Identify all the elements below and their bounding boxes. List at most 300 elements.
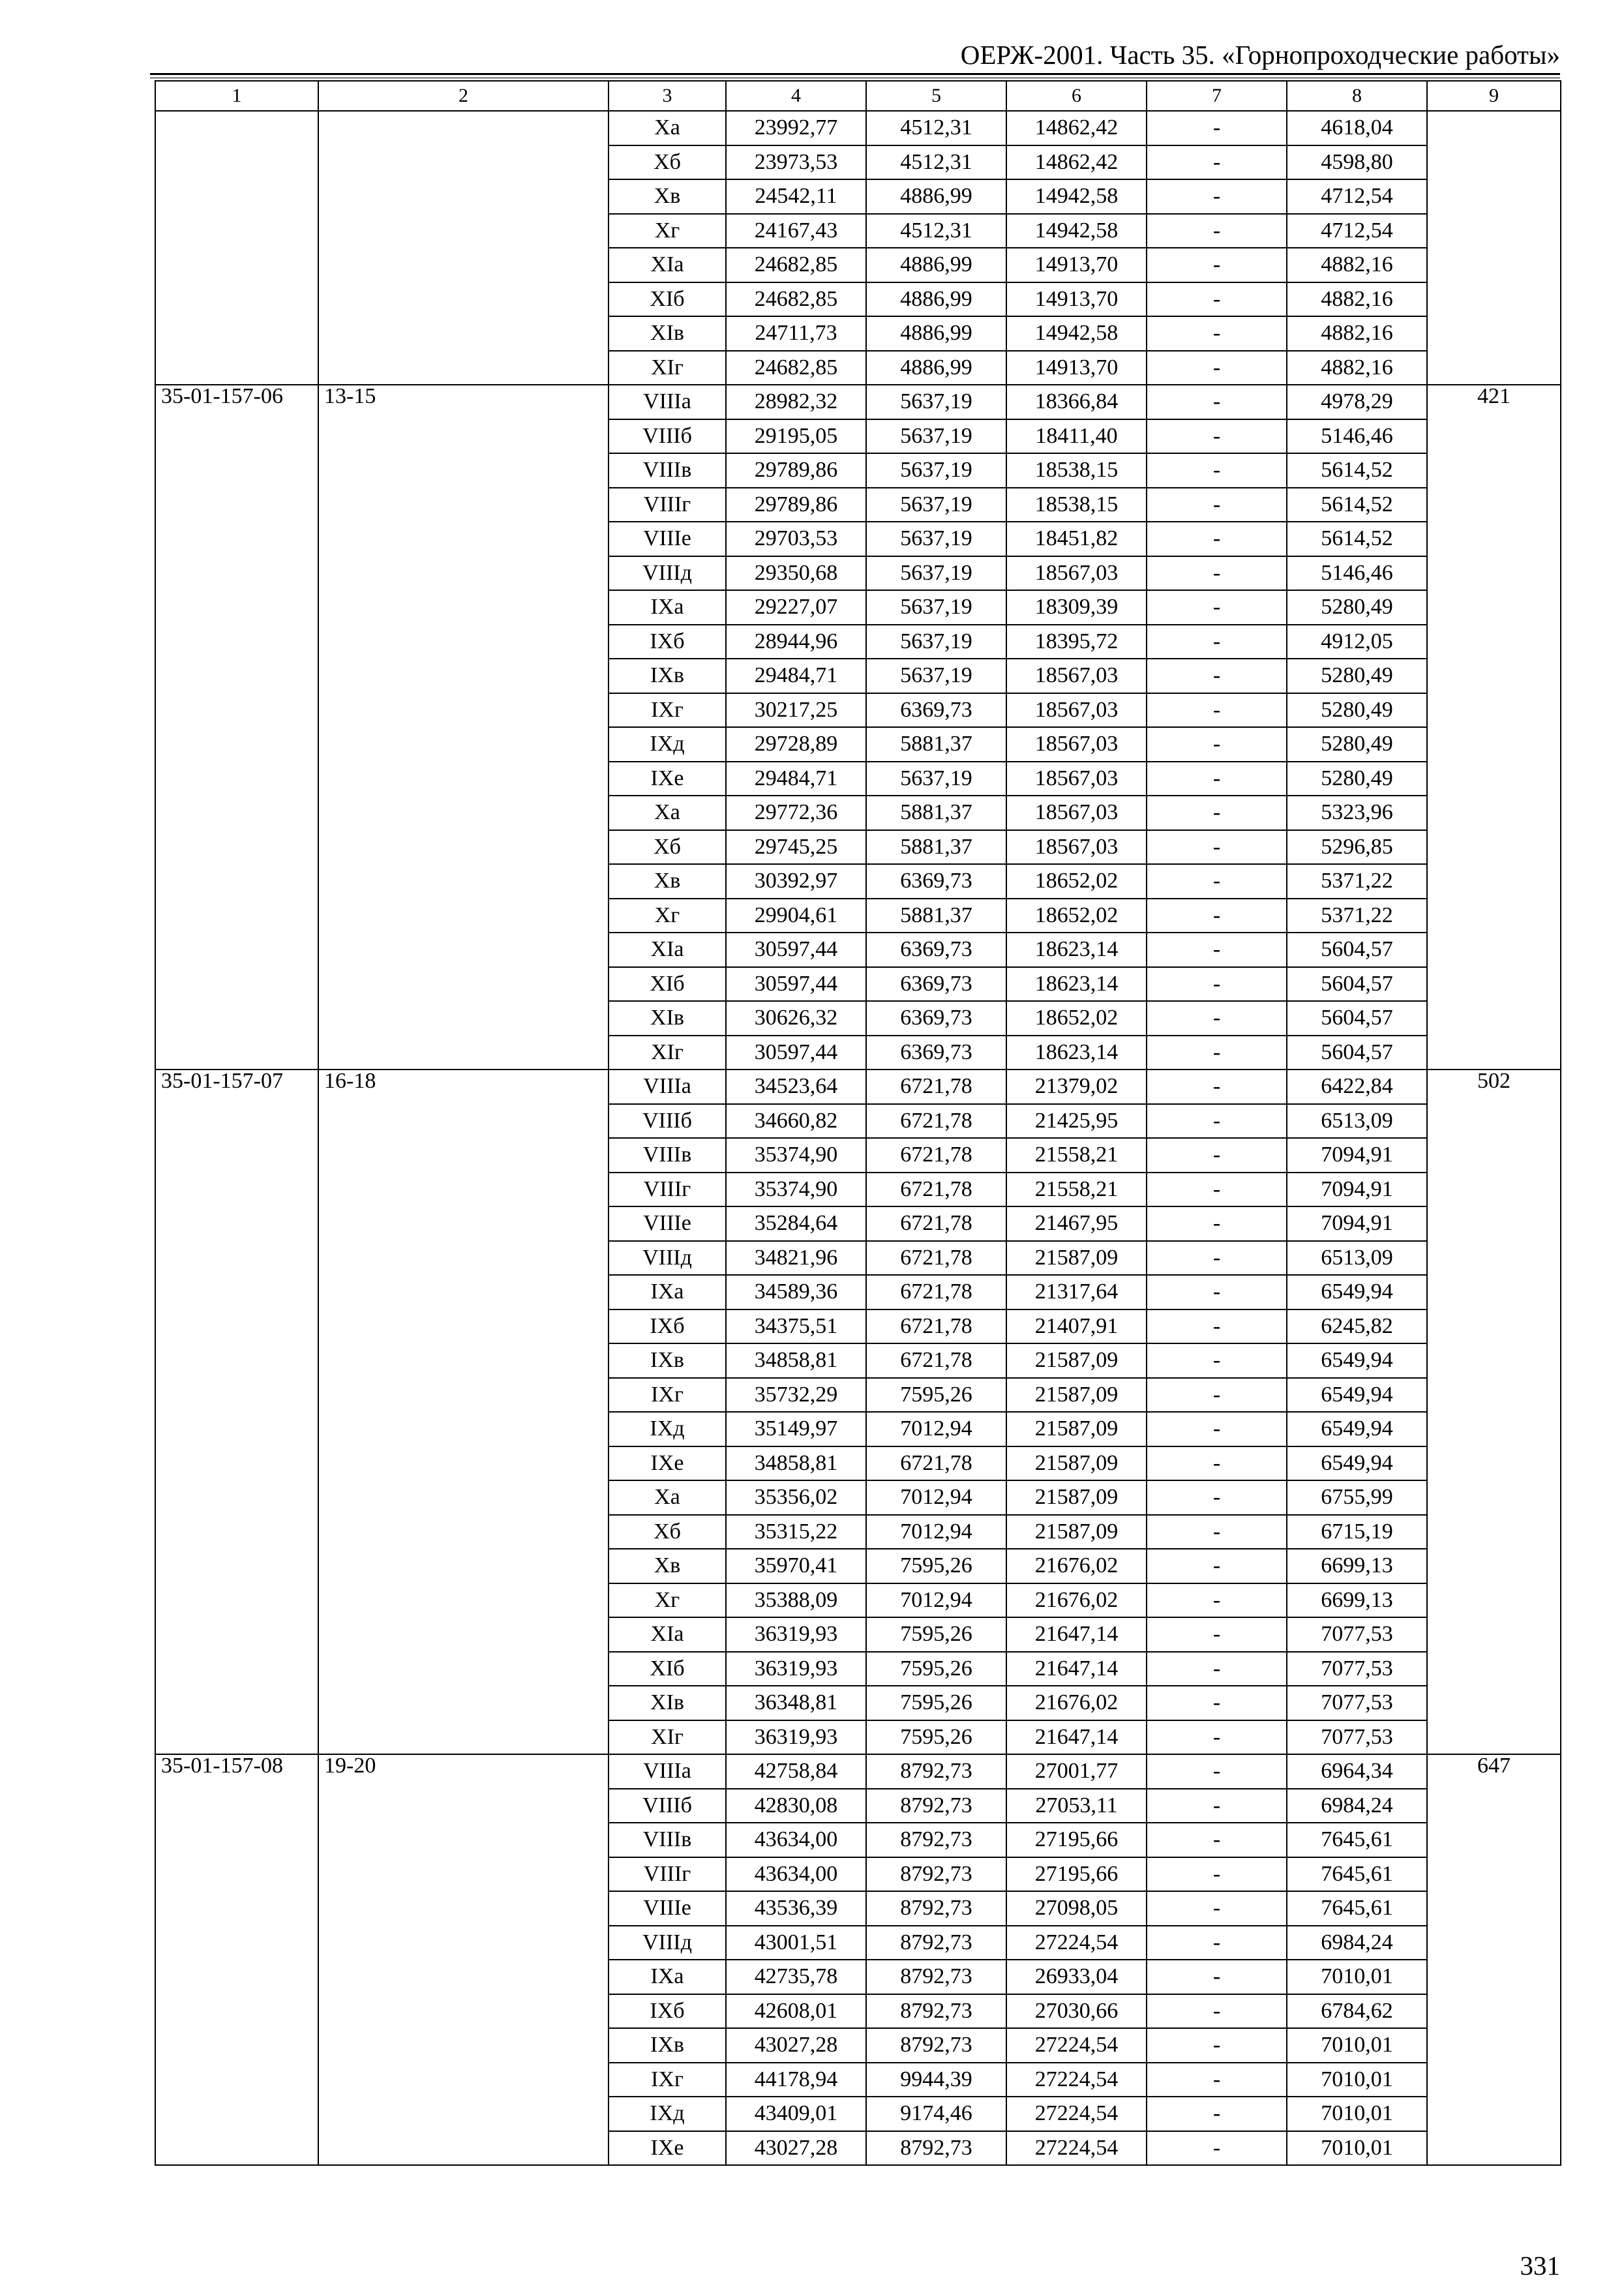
labor-cost-cell: 5881,37	[866, 796, 1006, 830]
material-cost-cell: 6549,94	[1287, 1378, 1427, 1413]
labor-cost-cell: 4886,99	[866, 179, 1006, 214]
machine-cost-cell: 18538,15	[1006, 453, 1147, 488]
category-cell: ХIг	[609, 351, 726, 385]
operator-wage-cell: -	[1147, 796, 1287, 830]
material-cost-cell: 6755,99	[1287, 1480, 1427, 1515]
category-cell: VIIIб	[609, 1789, 726, 1823]
operator-wage-cell: -	[1147, 1275, 1287, 1309]
operator-wage-cell: -	[1147, 967, 1287, 1002]
material-cost-cell: 6513,09	[1287, 1104, 1427, 1139]
machine-cost-cell: 21558,21	[1006, 1173, 1147, 1207]
operator-wage-cell: -	[1147, 933, 1287, 967]
total-cost-cell: 43027,28	[726, 2131, 866, 2166]
labor-cost-cell: 4886,99	[866, 351, 1006, 385]
total-cost-cell: 30392,97	[726, 864, 866, 899]
rates-table	[155, 80, 1561, 2166]
category-cell: IХе	[609, 2131, 726, 2166]
labor-cost-cell: 5881,37	[866, 899, 1006, 933]
table-row	[155, 1070, 1561, 1104]
total-cost-cell: 24682,85	[726, 282, 866, 317]
labor-cost-cell: 7595,26	[866, 1617, 1006, 1652]
operator-wage-cell: -	[1147, 1891, 1287, 1926]
category-cell: IХе	[609, 762, 726, 796]
material-cost-cell: 7077,53	[1287, 1617, 1427, 1652]
machine-cost-cell: 21676,02	[1006, 1549, 1147, 1583]
material-cost-cell: 7094,91	[1287, 1206, 1427, 1241]
material-cost-cell: 6549,94	[1287, 1412, 1427, 1446]
column-number-header: 6	[1006, 81, 1147, 111]
material-cost-cell: 4598,80	[1287, 145, 1427, 180]
column-number-header: 5	[866, 81, 1006, 111]
total-cost-cell: 30626,32	[726, 1001, 866, 1036]
material-cost-cell: 4712,54	[1287, 214, 1427, 248]
category-cell: VIIIа	[609, 385, 726, 419]
machine-cost-cell: 18567,03	[1006, 693, 1147, 728]
material-cost-cell: 7645,61	[1287, 1823, 1427, 1857]
material-cost-cell: 7077,53	[1287, 1652, 1427, 1686]
operator-wage-cell: -	[1147, 727, 1287, 762]
machine-cost-cell: 21647,14	[1006, 1652, 1147, 1686]
material-cost-cell: 4882,16	[1287, 351, 1427, 385]
labor-cost-cell: 7012,94	[866, 1480, 1006, 1515]
category-cell: ХIв	[609, 1001, 726, 1036]
machine-cost-cell: 18652,02	[1006, 864, 1147, 899]
operator-wage-cell: -	[1147, 145, 1287, 180]
category-cell: Хг	[609, 1583, 726, 1618]
material-cost-cell: 7010,01	[1287, 2097, 1427, 2131]
material-cost-cell: 5614,52	[1287, 522, 1427, 556]
labor-hours-cell: 421	[1427, 385, 1561, 1070]
labor-cost-cell: 8792,73	[866, 1823, 1006, 1857]
machine-cost-cell: 21587,09	[1006, 1241, 1147, 1276]
category-cell: VIIIд	[609, 1926, 726, 1960]
operator-wage-cell: -	[1147, 625, 1287, 659]
operator-wage-cell: -	[1147, 488, 1287, 522]
operator-wage-cell: -	[1147, 419, 1287, 454]
total-cost-cell: 35388,09	[726, 1583, 866, 1618]
total-cost-cell: 34660,82	[726, 1104, 866, 1139]
operator-wage-cell: -	[1147, 1754, 1287, 1789]
operator-wage-cell: -	[1147, 830, 1287, 865]
total-cost-cell: 29728,89	[726, 727, 866, 762]
total-cost-cell: 34375,51	[726, 1309, 866, 1344]
material-cost-cell: 6422,84	[1287, 1070, 1427, 1104]
material-cost-cell: 5614,52	[1287, 488, 1427, 522]
material-cost-cell: 6245,82	[1287, 1309, 1427, 1344]
parameter-cell: 16-18	[318, 1070, 609, 1754]
operator-wage-cell: -	[1147, 2028, 1287, 2063]
total-cost-cell: 23973,53	[726, 145, 866, 180]
total-cost-cell: 35149,97	[726, 1412, 866, 1446]
table-row	[155, 1754, 1561, 1789]
total-cost-cell: 30597,44	[726, 1036, 866, 1070]
category-cell: IХг	[609, 2063, 726, 2097]
operator-wage-cell: -	[1147, 282, 1287, 317]
material-cost-cell: 7645,61	[1287, 1891, 1427, 1926]
table-body	[155, 111, 1561, 2165]
operator-wage-cell: -	[1147, 1960, 1287, 1994]
operator-wage-cell: -	[1147, 1823, 1287, 1857]
machine-cost-cell: 18623,14	[1006, 967, 1147, 1002]
labor-cost-cell: 5637,19	[866, 488, 1006, 522]
machine-cost-cell: 27224,54	[1006, 2097, 1147, 2131]
operator-wage-cell: -	[1147, 1994, 1287, 2029]
operator-wage-cell: -	[1147, 1686, 1287, 1720]
operator-wage-cell: -	[1147, 111, 1287, 145]
category-cell: ХIа	[609, 933, 726, 967]
category-cell: VIIIв	[609, 1138, 726, 1173]
labor-cost-cell: 4512,31	[866, 111, 1006, 145]
total-cost-cell: 34589,36	[726, 1275, 866, 1309]
category-cell: IХв	[609, 2028, 726, 2063]
column-number-header: 2	[318, 81, 609, 111]
labor-cost-cell: 8792,73	[866, 1857, 1006, 1892]
material-cost-cell: 5146,46	[1287, 556, 1427, 591]
machine-cost-cell: 14942,58	[1006, 316, 1147, 351]
rate-code-cell: 35-01-157-08	[155, 1754, 318, 2165]
total-cost-cell: 35374,90	[726, 1173, 866, 1207]
table-header	[155, 81, 1561, 111]
total-cost-cell: 29195,05	[726, 419, 866, 454]
labor-cost-cell: 6369,73	[866, 1001, 1006, 1036]
labor-cost-cell: 6369,73	[866, 693, 1006, 728]
machine-cost-cell: 18567,03	[1006, 796, 1147, 830]
category-cell: ХIв	[609, 316, 726, 351]
material-cost-cell: 6513,09	[1287, 1241, 1427, 1276]
machine-cost-cell: 21558,21	[1006, 1138, 1147, 1173]
total-cost-cell: 36319,93	[726, 1720, 866, 1755]
total-cost-cell: 24542,11	[726, 179, 866, 214]
labor-cost-cell: 6721,78	[866, 1309, 1006, 1344]
operator-wage-cell: -	[1147, 659, 1287, 693]
operator-wage-cell: -	[1147, 1309, 1287, 1344]
labor-cost-cell: 6721,78	[866, 1173, 1006, 1207]
category-cell: IХг	[609, 1378, 726, 1413]
labor-cost-cell: 8792,73	[866, 1994, 1006, 2029]
machine-cost-cell: 21587,09	[1006, 1412, 1147, 1446]
operator-wage-cell: -	[1147, 453, 1287, 488]
labor-cost-cell: 7012,94	[866, 1515, 1006, 1549]
material-cost-cell: 6699,13	[1287, 1583, 1427, 1618]
labor-cost-cell: 6721,78	[866, 1206, 1006, 1241]
labor-cost-cell: 6369,73	[866, 967, 1006, 1002]
total-cost-cell: 34858,81	[726, 1446, 866, 1481]
rate-code-cell	[155, 111, 318, 385]
material-cost-cell: 5280,49	[1287, 693, 1427, 728]
category-cell: IХд	[609, 1412, 726, 1446]
category-cell: VIIIг	[609, 1857, 726, 1892]
operator-wage-cell: -	[1147, 1173, 1287, 1207]
operator-wage-cell: -	[1147, 1583, 1287, 1618]
labor-cost-cell: 6369,73	[866, 1036, 1006, 1070]
machine-cost-cell: 21647,14	[1006, 1720, 1147, 1755]
total-cost-cell: 35732,29	[726, 1378, 866, 1413]
machine-cost-cell: 21676,02	[1006, 1686, 1147, 1720]
column-number-header: 1	[155, 81, 318, 111]
total-cost-cell: 43001,51	[726, 1926, 866, 1960]
labor-cost-cell: 4512,31	[866, 145, 1006, 180]
total-cost-cell: 36319,93	[726, 1617, 866, 1652]
machine-cost-cell: 27224,54	[1006, 1926, 1147, 1960]
category-cell: Хг	[609, 899, 726, 933]
operator-wage-cell: -	[1147, 1549, 1287, 1583]
machine-cost-cell: 18567,03	[1006, 659, 1147, 693]
total-cost-cell: 23992,77	[726, 111, 866, 145]
material-cost-cell: 6699,13	[1287, 1549, 1427, 1583]
category-cell: IХе	[609, 1446, 726, 1481]
category-cell: IХа	[609, 1960, 726, 1994]
operator-wage-cell: -	[1147, 179, 1287, 214]
machine-cost-cell: 14913,70	[1006, 248, 1147, 282]
operator-wage-cell: -	[1147, 248, 1287, 282]
category-cell: Хв	[609, 1549, 726, 1583]
category-cell: IХа	[609, 590, 726, 625]
operator-wage-cell: -	[1147, 1241, 1287, 1276]
operator-wage-cell: -	[1147, 316, 1287, 351]
machine-cost-cell: 18395,72	[1006, 625, 1147, 659]
material-cost-cell: 7010,01	[1287, 2063, 1427, 2097]
labor-cost-cell: 8792,73	[866, 2028, 1006, 2063]
material-cost-cell: 5604,57	[1287, 933, 1427, 967]
operator-wage-cell: -	[1147, 1480, 1287, 1515]
material-cost-cell: 5604,57	[1287, 1001, 1427, 1036]
category-cell: VIIIв	[609, 1823, 726, 1857]
material-cost-cell: 7010,01	[1287, 2028, 1427, 2063]
category-cell: ХIа	[609, 1617, 726, 1652]
total-cost-cell: 29484,71	[726, 659, 866, 693]
material-cost-cell: 4978,29	[1287, 385, 1427, 419]
total-cost-cell: 34858,81	[726, 1343, 866, 1378]
total-cost-cell: 30597,44	[726, 933, 866, 967]
labor-cost-cell: 6721,78	[866, 1343, 1006, 1378]
labor-cost-cell: 6721,78	[866, 1275, 1006, 1309]
total-cost-cell: 29745,25	[726, 830, 866, 865]
operator-wage-cell: -	[1147, 1857, 1287, 1892]
category-cell: Хб	[609, 1515, 726, 1549]
labor-cost-cell: 5637,19	[866, 453, 1006, 488]
operator-wage-cell: -	[1147, 1412, 1287, 1446]
page-header-title: ОЕРЖ-2001. Часть 35. «Горнопроходческие работы»	[960, 40, 1560, 70]
machine-cost-cell: 27030,66	[1006, 1994, 1147, 2029]
material-cost-cell: 7010,01	[1287, 1960, 1427, 1994]
machine-cost-cell: 18567,03	[1006, 762, 1147, 796]
machine-cost-cell: 18411,40	[1006, 419, 1147, 454]
labor-cost-cell: 5637,19	[866, 625, 1006, 659]
operator-wage-cell: -	[1147, 556, 1287, 591]
category-cell: Хв	[609, 179, 726, 214]
category-cell: IХб	[609, 625, 726, 659]
labor-cost-cell: 4886,99	[866, 316, 1006, 351]
operator-wage-cell: -	[1147, 693, 1287, 728]
category-cell: IХв	[609, 1343, 726, 1378]
machine-cost-cell: 27224,54	[1006, 2131, 1147, 2166]
material-cost-cell: 6549,94	[1287, 1275, 1427, 1309]
category-cell: ХIа	[609, 248, 726, 282]
operator-wage-cell: -	[1147, 899, 1287, 933]
operator-wage-cell: -	[1147, 2131, 1287, 2166]
category-cell: Хг	[609, 214, 726, 248]
material-cost-cell: 4712,54	[1287, 179, 1427, 214]
material-cost-cell: 5371,22	[1287, 864, 1427, 899]
machine-cost-cell: 21587,09	[1006, 1446, 1147, 1481]
category-cell: ХIг	[609, 1720, 726, 1755]
machine-cost-cell: 14942,58	[1006, 214, 1147, 248]
labor-hours-cell: 647	[1427, 1754, 1561, 2165]
material-cost-cell: 5323,96	[1287, 796, 1427, 830]
labor-cost-cell: 6369,73	[866, 864, 1006, 899]
labor-cost-cell: 7595,26	[866, 1720, 1006, 1755]
total-cost-cell: 30217,25	[726, 693, 866, 728]
material-cost-cell: 4882,16	[1287, 316, 1427, 351]
material-cost-cell: 4912,05	[1287, 625, 1427, 659]
labor-cost-cell: 7595,26	[866, 1549, 1006, 1583]
category-cell: Хб	[609, 145, 726, 180]
machine-cost-cell: 18652,02	[1006, 1001, 1147, 1036]
labor-cost-cell: 5637,19	[866, 590, 1006, 625]
material-cost-cell: 6715,19	[1287, 1515, 1427, 1549]
header-rule-thick	[150, 73, 1560, 75]
labor-cost-cell: 4886,99	[866, 282, 1006, 317]
machine-cost-cell: 27001,77	[1006, 1754, 1147, 1789]
machine-cost-cell: 27098,05	[1006, 1891, 1147, 1926]
total-cost-cell: 43409,01	[726, 2097, 866, 2131]
total-cost-cell: 42758,84	[726, 1754, 866, 1789]
labor-cost-cell: 8792,73	[866, 1926, 1006, 1960]
operator-wage-cell: -	[1147, 762, 1287, 796]
category-cell: IХб	[609, 1994, 726, 2029]
machine-cost-cell: 27053,11	[1006, 1789, 1147, 1823]
machine-cost-cell: 18538,15	[1006, 488, 1147, 522]
operator-wage-cell: -	[1147, 1652, 1287, 1686]
rate-code-cell: 35-01-157-06	[155, 385, 318, 1070]
total-cost-cell: 42830,08	[726, 1789, 866, 1823]
total-cost-cell: 43536,39	[726, 1891, 866, 1926]
category-cell: Ха	[609, 1480, 726, 1515]
machine-cost-cell: 14862,42	[1006, 111, 1147, 145]
column-number-header: 9	[1427, 81, 1561, 111]
material-cost-cell: 7094,91	[1287, 1173, 1427, 1207]
material-cost-cell: 4882,16	[1287, 282, 1427, 317]
material-cost-cell: 7094,91	[1287, 1138, 1427, 1173]
machine-cost-cell: 27195,66	[1006, 1857, 1147, 1892]
total-cost-cell: 35970,41	[726, 1549, 866, 1583]
material-cost-cell: 5604,57	[1287, 967, 1427, 1002]
labor-cost-cell: 7595,26	[866, 1378, 1006, 1413]
category-cell: VIIIа	[609, 1070, 726, 1104]
operator-wage-cell: -	[1147, 1001, 1287, 1036]
total-cost-cell: 35315,22	[726, 1515, 866, 1549]
parameter-cell: 19-20	[318, 1754, 609, 2165]
category-cell: Ха	[609, 796, 726, 830]
labor-hours-cell: 502	[1427, 1070, 1561, 1754]
machine-cost-cell: 27195,66	[1006, 1823, 1147, 1857]
machine-cost-cell: 26933,04	[1006, 1960, 1147, 1994]
operator-wage-cell: -	[1147, 1446, 1287, 1481]
category-cell: VIIIа	[609, 1754, 726, 1789]
material-cost-cell: 6984,24	[1287, 1789, 1427, 1823]
labor-cost-cell: 6721,78	[866, 1104, 1006, 1139]
operator-wage-cell: -	[1147, 1138, 1287, 1173]
labor-hours-cell	[1427, 111, 1561, 385]
machine-cost-cell: 21676,02	[1006, 1583, 1147, 1618]
category-cell: Хв	[609, 864, 726, 899]
total-cost-cell: 29789,86	[726, 453, 866, 488]
labor-cost-cell: 8792,73	[866, 1789, 1006, 1823]
operator-wage-cell: -	[1147, 1070, 1287, 1104]
category-cell: VIIIв	[609, 453, 726, 488]
category-cell: IХд	[609, 2097, 726, 2131]
labor-cost-cell: 5881,37	[866, 727, 1006, 762]
operator-wage-cell: -	[1147, 864, 1287, 899]
category-cell: ХIб	[609, 1652, 726, 1686]
parameter-cell	[318, 111, 609, 385]
material-cost-cell: 5614,52	[1287, 453, 1427, 488]
machine-cost-cell: 14913,70	[1006, 282, 1147, 317]
total-cost-cell: 28982,32	[726, 385, 866, 419]
machine-cost-cell: 21647,14	[1006, 1617, 1147, 1652]
material-cost-cell: 5280,49	[1287, 762, 1427, 796]
machine-cost-cell: 27224,54	[1006, 2063, 1147, 2097]
operator-wage-cell: -	[1147, 1104, 1287, 1139]
total-cost-cell: 42735,78	[726, 1960, 866, 1994]
machine-cost-cell: 27224,54	[1006, 2028, 1147, 2063]
category-cell: ХIб	[609, 967, 726, 1002]
total-cost-cell: 44178,94	[726, 2063, 866, 2097]
operator-wage-cell: -	[1147, 385, 1287, 419]
category-cell: VIIIе	[609, 522, 726, 556]
labor-cost-cell: 4512,31	[866, 214, 1006, 248]
machine-cost-cell: 21587,09	[1006, 1480, 1147, 1515]
material-cost-cell: 7077,53	[1287, 1720, 1427, 1755]
labor-cost-cell: 5637,19	[866, 659, 1006, 693]
category-cell: VIIIд	[609, 556, 726, 591]
total-cost-cell: 35356,02	[726, 1480, 866, 1515]
labor-cost-cell: 7012,94	[866, 1412, 1006, 1446]
operator-wage-cell: -	[1147, 1617, 1287, 1652]
total-cost-cell: 43634,00	[726, 1857, 866, 1892]
material-cost-cell: 4882,16	[1287, 248, 1427, 282]
column-number-header: 8	[1287, 81, 1427, 111]
material-cost-cell: 6784,62	[1287, 1994, 1427, 2029]
total-cost-cell: 29350,68	[726, 556, 866, 591]
material-cost-cell: 5280,49	[1287, 590, 1427, 625]
labor-cost-cell: 4886,99	[866, 248, 1006, 282]
category-cell: ХIб	[609, 282, 726, 317]
total-cost-cell: 42608,01	[726, 1994, 866, 2029]
total-cost-cell: 35374,90	[726, 1138, 866, 1173]
material-cost-cell: 5371,22	[1287, 899, 1427, 933]
labor-cost-cell: 8792,73	[866, 1960, 1006, 1994]
total-cost-cell: 43634,00	[726, 1823, 866, 1857]
material-cost-cell: 6964,34	[1287, 1754, 1427, 1789]
machine-cost-cell: 21587,09	[1006, 1343, 1147, 1378]
operator-wage-cell: -	[1147, 351, 1287, 385]
labor-cost-cell: 5881,37	[866, 830, 1006, 865]
column-number-header: 3	[609, 81, 726, 111]
rate-code-cell: 35-01-157-07	[155, 1070, 318, 1754]
operator-wage-cell: -	[1147, 1789, 1287, 1823]
material-cost-cell: 5604,57	[1287, 1036, 1427, 1070]
material-cost-cell: 7010,01	[1287, 2131, 1427, 2166]
machine-cost-cell: 18623,14	[1006, 1036, 1147, 1070]
total-cost-cell: 29227,07	[726, 590, 866, 625]
labor-cost-cell: 5637,19	[866, 522, 1006, 556]
table-row	[155, 385, 1561, 419]
operator-wage-cell: -	[1147, 522, 1287, 556]
labor-cost-cell: 7595,26	[866, 1686, 1006, 1720]
labor-cost-cell: 9174,46	[866, 2097, 1006, 2131]
total-cost-cell: 24682,85	[726, 351, 866, 385]
